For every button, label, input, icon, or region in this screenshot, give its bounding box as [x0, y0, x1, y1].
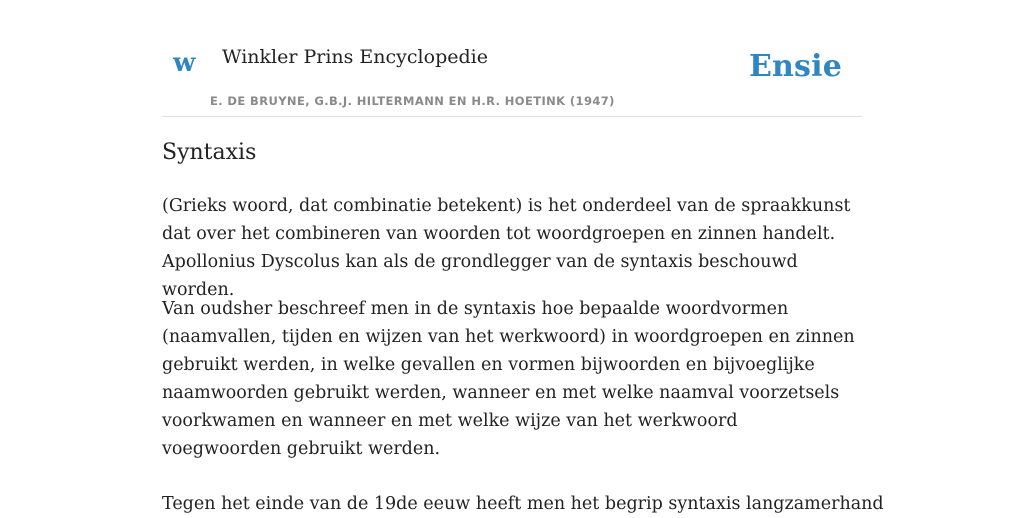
- article-paragraph: Tegen het einde van de 19de eeuw heeft men het begrip syntaxis langzamerhand: [162, 494, 884, 514]
- ensie-brand-logo[interactable]: Ensie: [748, 49, 842, 84]
- article-title: Syntaxis: [162, 140, 257, 165]
- encyclopedia-logo[interactable]: w: [173, 48, 196, 78]
- article-paragraph: Van oudsher beschreef men in de syntaxis hoe bepaalde woordvormen (naamvallen, tijden en wijzen van het werkwoord) in woordgroepen en zinnen gebruikt werden, in welke gevallen en vormen bijwoorden en bijvoeglijke naamwoorden gebruikt werden, wanneer en met welke naamval voorzetsels voorkwamen en wanneer en met welke wijze van het werkwoord voegwoorden gebruikt werden.: [162, 299, 855, 459]
- encyclopedia-authors: E. DE BRUYNE, G.B.J. HILTERMANN EN H.R. HOETINK (1947): [210, 94, 615, 108]
- encyclopedia-title[interactable]: Winkler Prins Encyclopedie: [222, 46, 488, 68]
- article-page: [162, 0, 884, 514]
- site-header: [162, 0, 862, 117]
- article-paragraph: (Grieks woord, dat combinatie betekent) is het onderdeel van de spraakkunst dat over het combineren van woorden tot woordgroepen en zinnen handelt. Apollonius Dyscolus kan als de grondlegger van de syntaxis beschouwd worden.: [162, 196, 851, 300]
